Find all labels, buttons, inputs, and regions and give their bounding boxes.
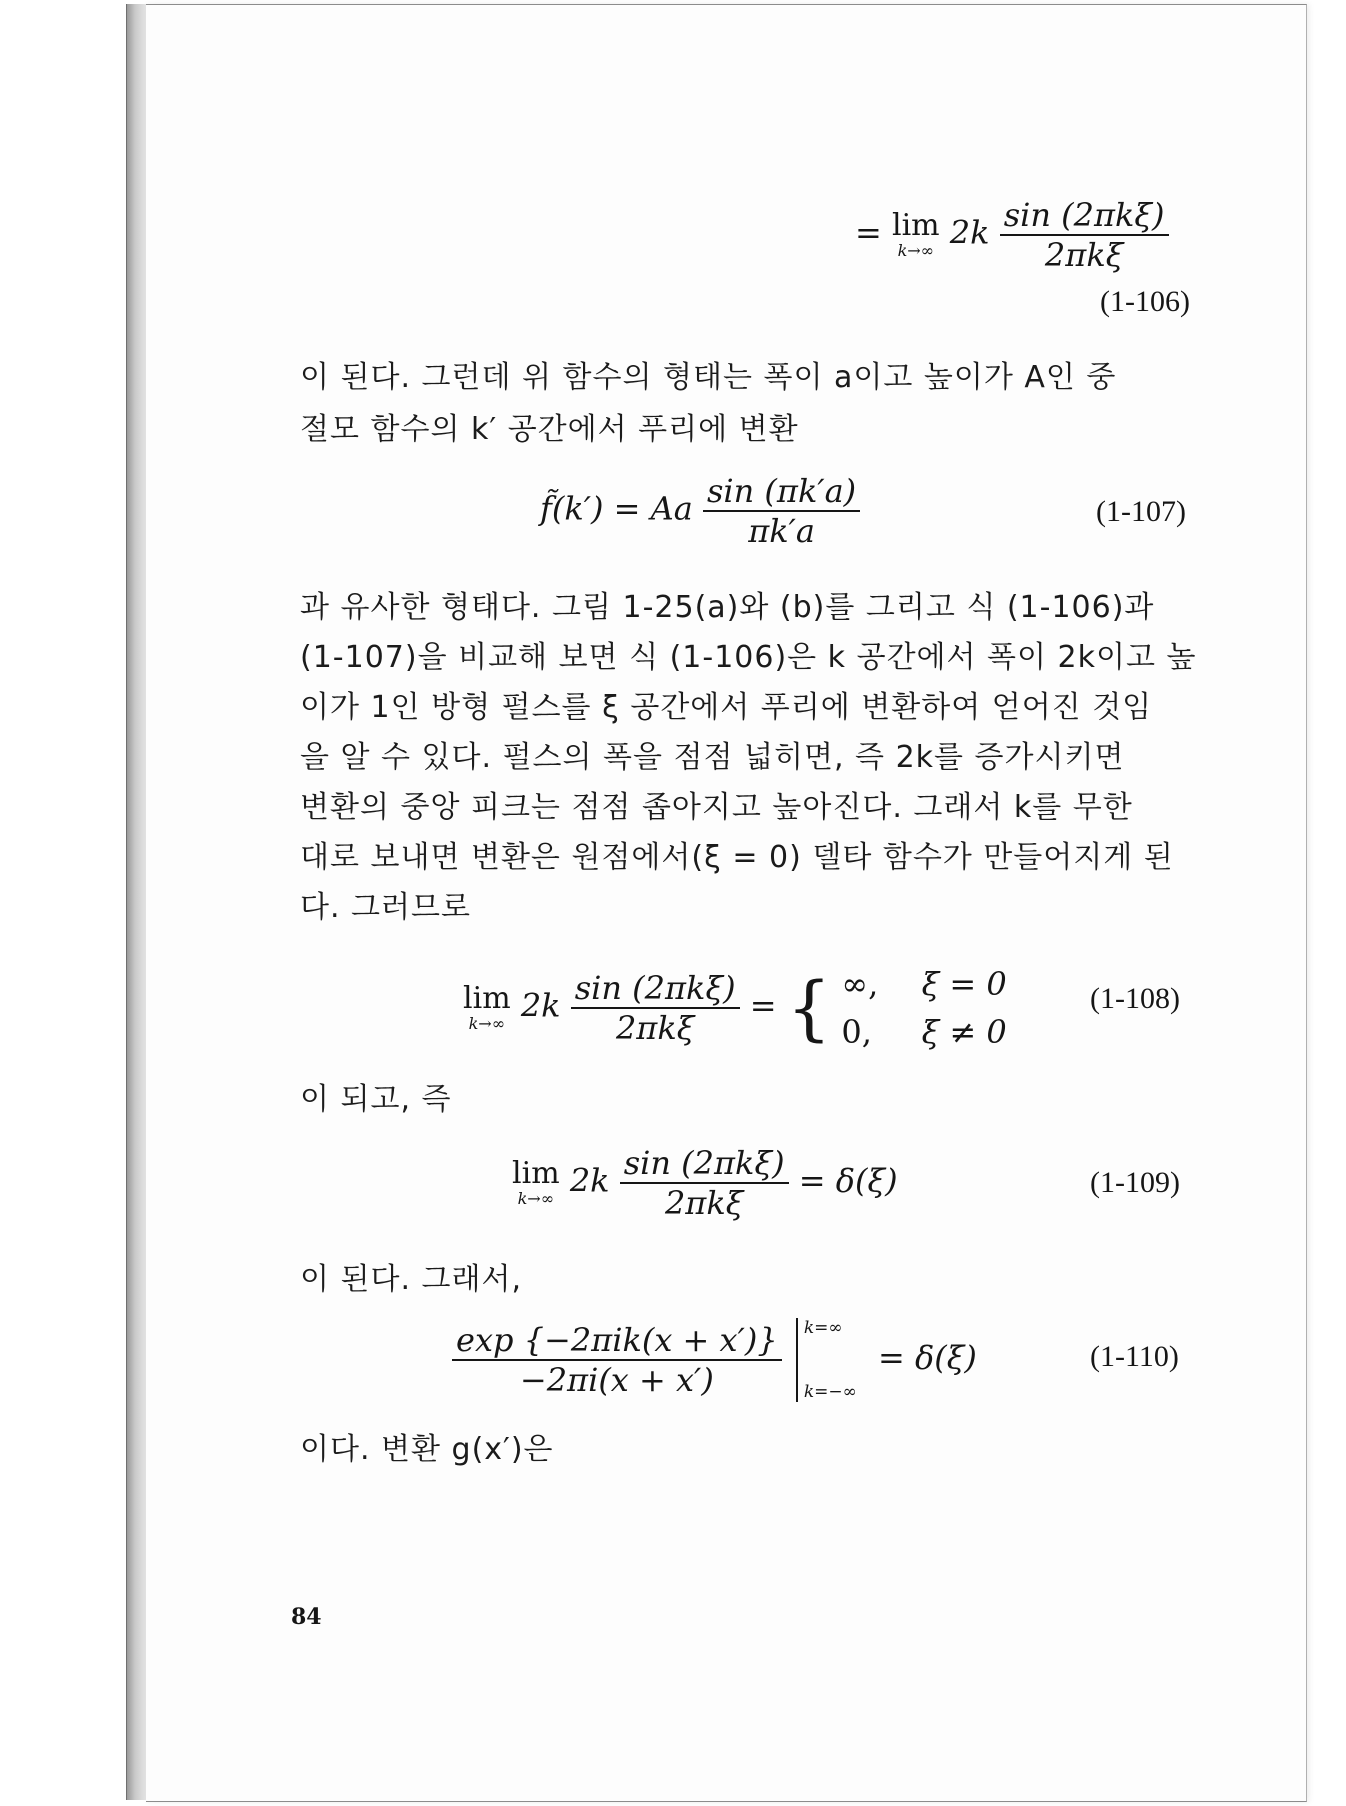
text-line: 이 되고, 즉 <box>300 1082 452 1117</box>
lim-subscript: k→∞ <box>897 241 935 260</box>
equation-1-109 <box>512 1144 898 1222</box>
equation-number-1-107: (1-107) <box>1096 495 1186 528</box>
limit-operator <box>512 1156 560 1208</box>
cases <box>841 960 1006 1056</box>
numerator: sin (2πkξ) <box>620 1144 789 1184</box>
paragraph-3 <box>300 1074 1200 1117</box>
case-value: 0, <box>841 1013 872 1051</box>
case-condition: ξ ≠ 0 <box>921 1013 1007 1051</box>
paragraph-4 <box>300 1254 1200 1297</box>
equation-1-107 <box>540 472 860 550</box>
text-line: 과 유사한 형태다. 그림 1-25(a)와 (b)를 그리고 식 (1-106)과 <box>300 590 1155 625</box>
lim-subscript: k→∞ <box>468 1014 506 1033</box>
equation-1-106 <box>855 196 1169 274</box>
upper-limit: k=∞ <box>803 1318 843 1338</box>
equation-rhs: = δ(ξ) <box>878 1338 977 1377</box>
case-value: ∞, <box>841 965 879 1003</box>
lim-word: lim <box>891 208 940 243</box>
coefficient: 2k <box>949 213 990 252</box>
text-line: 이 된다. 그런데 위 함수의 형태는 폭이 a이고 높이가 A인 중 <box>300 360 1117 395</box>
paragraph-5 <box>300 1424 1200 1467</box>
text-line: 변환의 중앙 피크는 점점 좁아지고 높아진다. 그래서 k를 무한 <box>300 790 1133 825</box>
text-line: 대로 보내면 변환은 원점에서(ξ = 0) 델타 함수가 만들어지게 된 <box>300 840 1174 875</box>
equals-sign: = <box>855 213 882 252</box>
equation-1-108 <box>463 960 1007 1056</box>
text-line: 이가 1인 방형 펄스를 ξ 공간에서 푸리에 변환하여 얻어진 것임 <box>300 690 1153 725</box>
case-condition: ξ = 0 <box>921 965 1007 1003</box>
fraction <box>703 472 860 550</box>
lim-subscript: k→∞ <box>517 1189 555 1208</box>
equation-rhs: = δ(ξ) <box>798 1161 898 1200</box>
denominator: 2πkξ <box>664 1184 744 1222</box>
page-number: 84 <box>291 1604 322 1630</box>
coefficient: 2k <box>520 986 561 1025</box>
numerator: sin (2πkξ) <box>571 969 740 1009</box>
book-spine-edge <box>126 4 147 1800</box>
lim-word: lim <box>512 1156 560 1191</box>
equation-number-1-108: (1-108) <box>1090 982 1180 1015</box>
case-row <box>841 960 1006 1008</box>
case-row <box>841 1008 1006 1056</box>
text-line: 절모 함수의 k′ 공간에서 푸리에 변환 <box>300 412 799 447</box>
numerator: exp {−2πik(x + x′)} <box>452 1321 782 1361</box>
equation-lhs: f̃(k′) = Aa <box>540 489 693 528</box>
denominator: 2πkξ <box>615 1009 695 1047</box>
coefficient: 2k <box>569 1161 610 1200</box>
fraction <box>571 969 740 1047</box>
equation-number-1-106: (1-106) <box>1100 285 1190 318</box>
lim-word: lim <box>463 981 511 1016</box>
text-line: 이다. 변환 g(x′)은 <box>300 1432 554 1467</box>
paragraph-1 <box>300 352 1200 452</box>
fraction <box>1000 196 1169 274</box>
fraction <box>452 1321 782 1399</box>
evaluation-bar <box>796 1318 868 1402</box>
paragraph-2 <box>300 582 1200 925</box>
limit-operator <box>891 208 940 260</box>
left-brace: { <box>786 967 832 1049</box>
text-line: (1-107)을 비교해 보면 식 (1-106)은 k 공간에서 폭이 2k이고 높 <box>300 640 1197 675</box>
equation-number-1-109: (1-109) <box>1090 1166 1180 1199</box>
equals-sign: = <box>749 986 777 1025</box>
fraction <box>620 1144 789 1222</box>
denominator: 2πkξ <box>1044 236 1124 274</box>
equation-1-110 <box>452 1318 977 1402</box>
numerator: sin (2πkξ) <box>1000 196 1169 236</box>
numerator: sin (πk′a) <box>703 472 860 512</box>
denominator: −2πi(x + x′) <box>519 1361 714 1399</box>
text-line: 을 알 수 있다. 펄스의 폭을 점점 넓히면, 즉 2k를 증가시키면 <box>300 740 1125 775</box>
limit-operator <box>463 981 511 1033</box>
text-line: 이 된다. 그래서, <box>300 1262 523 1297</box>
lower-limit: k=−∞ <box>803 1382 857 1402</box>
denominator: πk′a <box>748 512 815 550</box>
text-line: 다. 그러므로 <box>300 890 471 925</box>
equation-number-1-110: (1-110) <box>1090 1340 1179 1373</box>
